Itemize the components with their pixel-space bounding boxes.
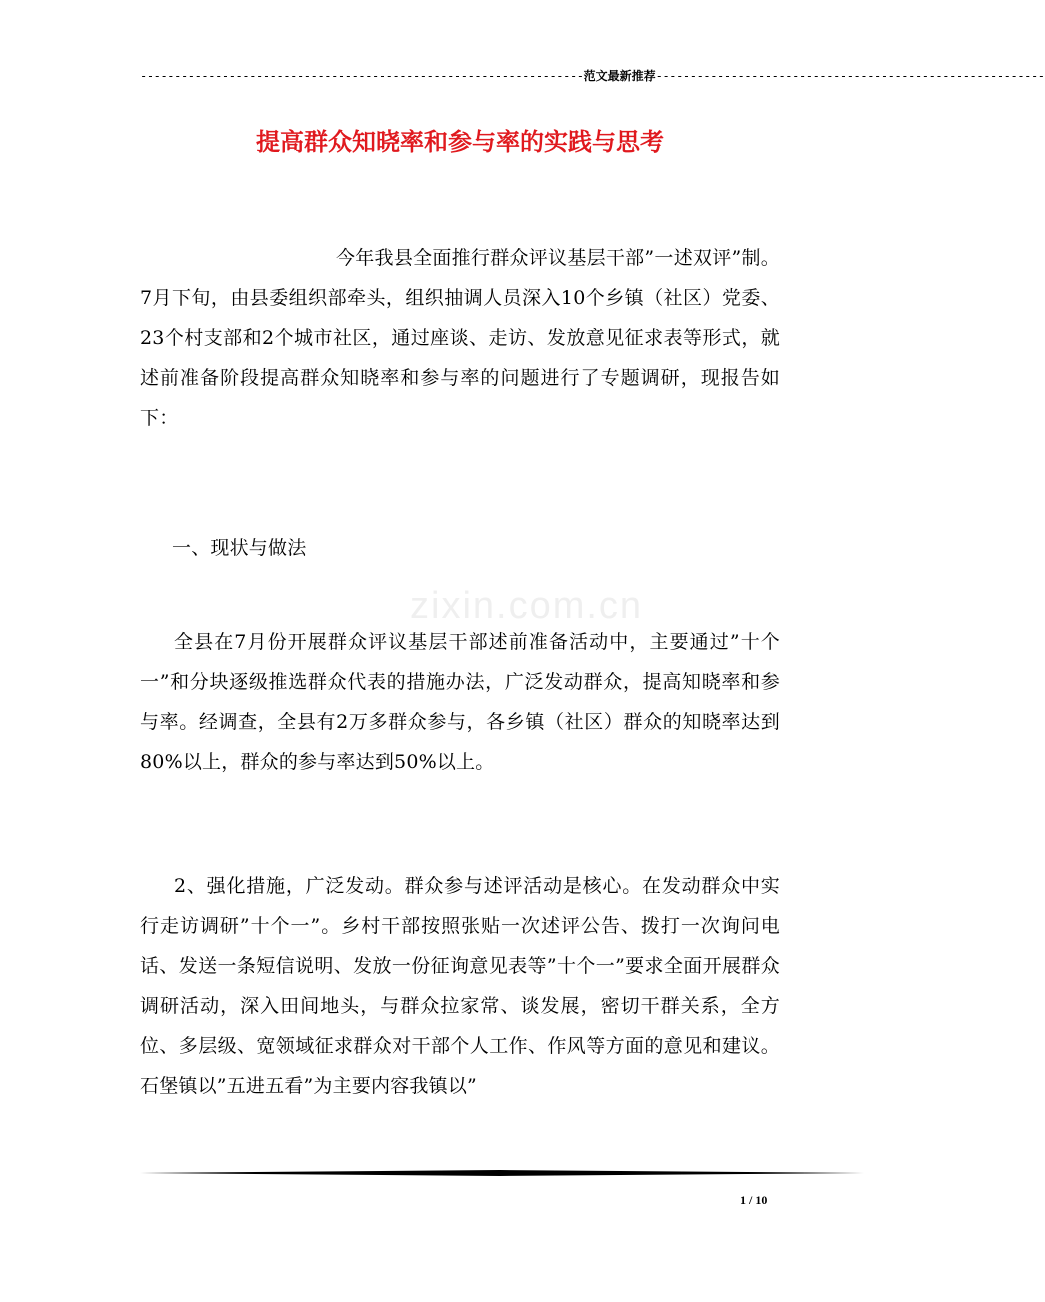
header-label: 范文最新推荐 — [583, 69, 656, 83]
page-header — [140, 68, 1045, 84]
paragraph-intro: 今年我县全面推行群众评议基层干部”一述双评”制。7月下旬，由县委组织部牵头，组织抽调人员深入10个乡镇（社区）党委、23个村支部和2个城市社区，通过座谈、走访、发放意见征求表等形式，就述前准备阶段提高群众知晓率和参与率的问题进行了专题调研，现报告如下： — [140, 247, 780, 429]
watermark: zixin.com.cn — [410, 585, 644, 627]
page-number: 1 / 10 — [740, 1193, 768, 1207]
header-dashes-right: --------------------------------------------------------- — [655, 69, 1045, 83]
section-heading: 一、现状与做法 — [172, 537, 307, 559]
footer-rule — [140, 1170, 864, 1176]
header-dashes-left: ----------------------------------------------------------------- — [140, 69, 584, 83]
paragraph-status: 全县在7月份开展群众评议基层干部述前准备活动中，主要通过”十个一”和分块逐级推选群众代表的措施办法，广泛发动群众，提高知晓率和参与率。经调查，全县有2万多群众参与，各乡镇（社区）群众的知晓率达到80%以上，群众的参与率达到50%以上。 — [140, 631, 780, 773]
document-title: 提高群众知晓率和参与率的实践与思考 — [256, 127, 664, 156]
paragraph-measures: 2、强化措施，广泛发动。群众参与述评活动是核心。在发动群众中实行走访调研”十个一”。乡村干部按照张贴一次述评公告、拨打一次询问电话、发送一条短信说明、发放一份征询意见表等”十个一”要求全面开展群众调研活动，深入田间地头，与群众拉家常、谈发展，密切干群关系，全方位、多层级、宽领域征求群众对干部个人工作、作风等方面的意见和建议。石堡镇以”五进五看”为主要内容我镇以” — [140, 875, 780, 1097]
